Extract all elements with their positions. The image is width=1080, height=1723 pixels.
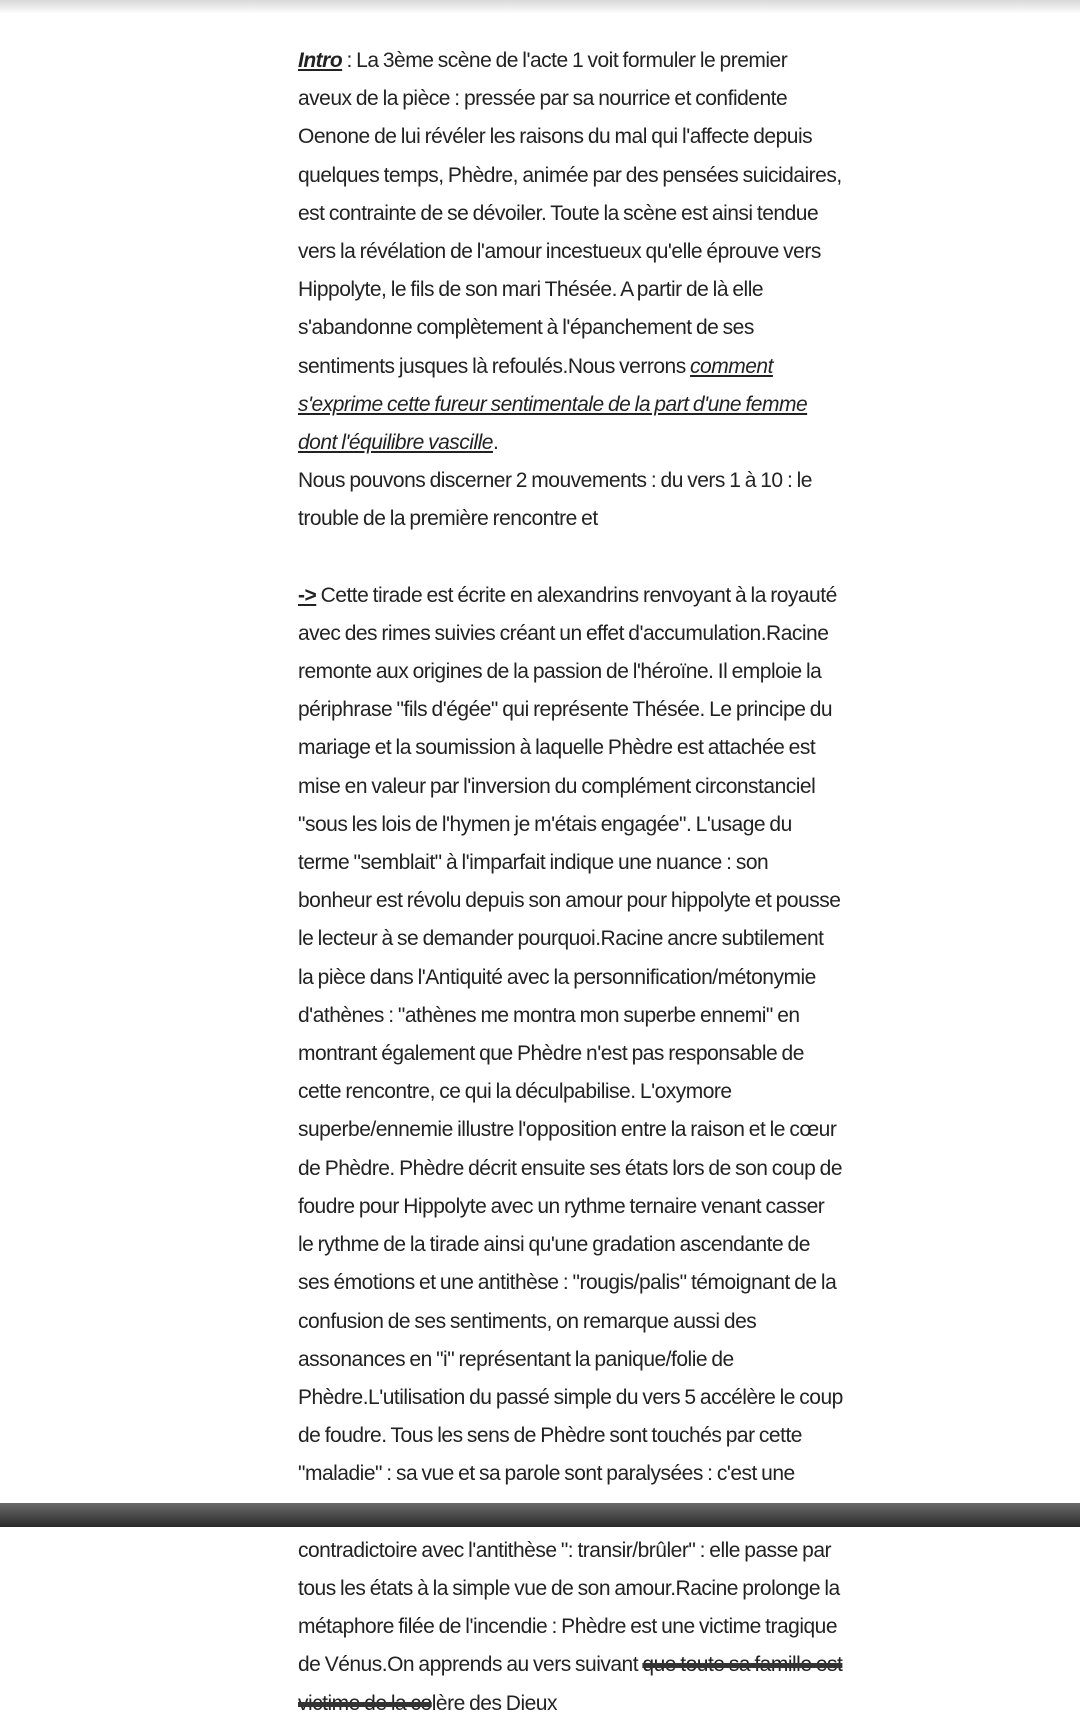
- document-page: [298, 42, 843, 1723]
- intro-paragraph: [298, 42, 843, 462]
- movements-paragraph: Nous pouvons discerner 2 mouvements : du vers 1 à 10 : le trouble de la première rencontre et: [298, 469, 812, 531]
- scan-top-edge: [0, 0, 1080, 14]
- struck-text: que toute sa famille est victime de la co: [298, 1653, 843, 1715]
- scan-bottom-edge: [0, 1503, 1080, 1527]
- analysis-end: lère des Dieux: [431, 1691, 557, 1715]
- arrow-marker: ->: [298, 583, 317, 607]
- paragraph-gap: [298, 539, 843, 577]
- analysis-paragraph: [298, 577, 843, 1723]
- intro-problematic: comment s'exprime cette fureur sentimentale de la part d'une femme dont l'équilibre vascille: [298, 354, 808, 455]
- intro-label: Intro: [298, 49, 343, 72]
- intro-text: : La 3ème scène de l'acte 1 voit formuler le premier aveux de la pièce : pressée par sa nourrice et confidente Oenone de lui révéler les raisons du mal qui l'affecte depuis quelques temps, Phèdre, animée par des pensées suicidaires, est contrainte de se dévoiler. Toute la scène est ainsi tendue vers la révélation de l'amour incestueux qu'elle éprouve vers Hippolyte, le fils de son mari Thésée. A partir de là elle s'abandonne complètement à l'épanchement de ses sentiments jusques là refoulés.Nous verrons: [298, 49, 842, 378]
- intro-end: .: [492, 431, 499, 455]
- analysis-text: Cette tirade est écrite en alexandrins renvoyant à la royauté avec des rimes suivies créant un effet d'accumulation.Racine remonte aux origines de la passion de l'héroïne. Il emploie la périphrase "fils d'égée" qui représente Thésée. Le principe du mariage et la soumission à laquelle Phèdre est attachée est mise en valeur par l'inversion du complément circonstanciel "sous les lois de l'hymen je m'étais engagée". L'usage du terme "semblait" à l'imparfait indique une nuance : son bonheur est révolu depuis son amour pour hippolyte et pousse le lecteur à se demander pourquoi.Racine ancre subtilement la pièce dans l'Antiquité avec la personnification/métonymie d'athènes : "athènes me montra mon superbe ennemi" en montrant également que Phèdre n'est pas responsable de cette rencontre, ce qui la déculpabilise. L'oxymore superbe/ennemie illustre l'opposition entre la raison et le cœur de Phèdre. Phèdre décrit ensuite ses états lors de son coup de foudre pour Hippolyte avec un rythme ternaire venant casser le rythme de la tirade ainsi qu'une gradation ascendante de ses émotions et une antithèse : "rougis/palis" témoignant de la confusion de ses sentiments, on remarque aussi des assonances en "i" représentant la panique/folie de Phèdre.L'utilisation du passé simple du vers 5 accélère le coup de foudre. Tous les sens de Phèdre sont touchés par cette "maladie" : sa vue et sa parole sont paralysées : c'est une contradictoire avec l'antithèse ": transir/brûler" : elle passe par tous les états à la simple vue de son amour.Racine prolonge la métaphore filée de l'incendie : Phèdre est une victime tragique de Vénus.On apprends au vers suivant: [298, 583, 843, 1677]
